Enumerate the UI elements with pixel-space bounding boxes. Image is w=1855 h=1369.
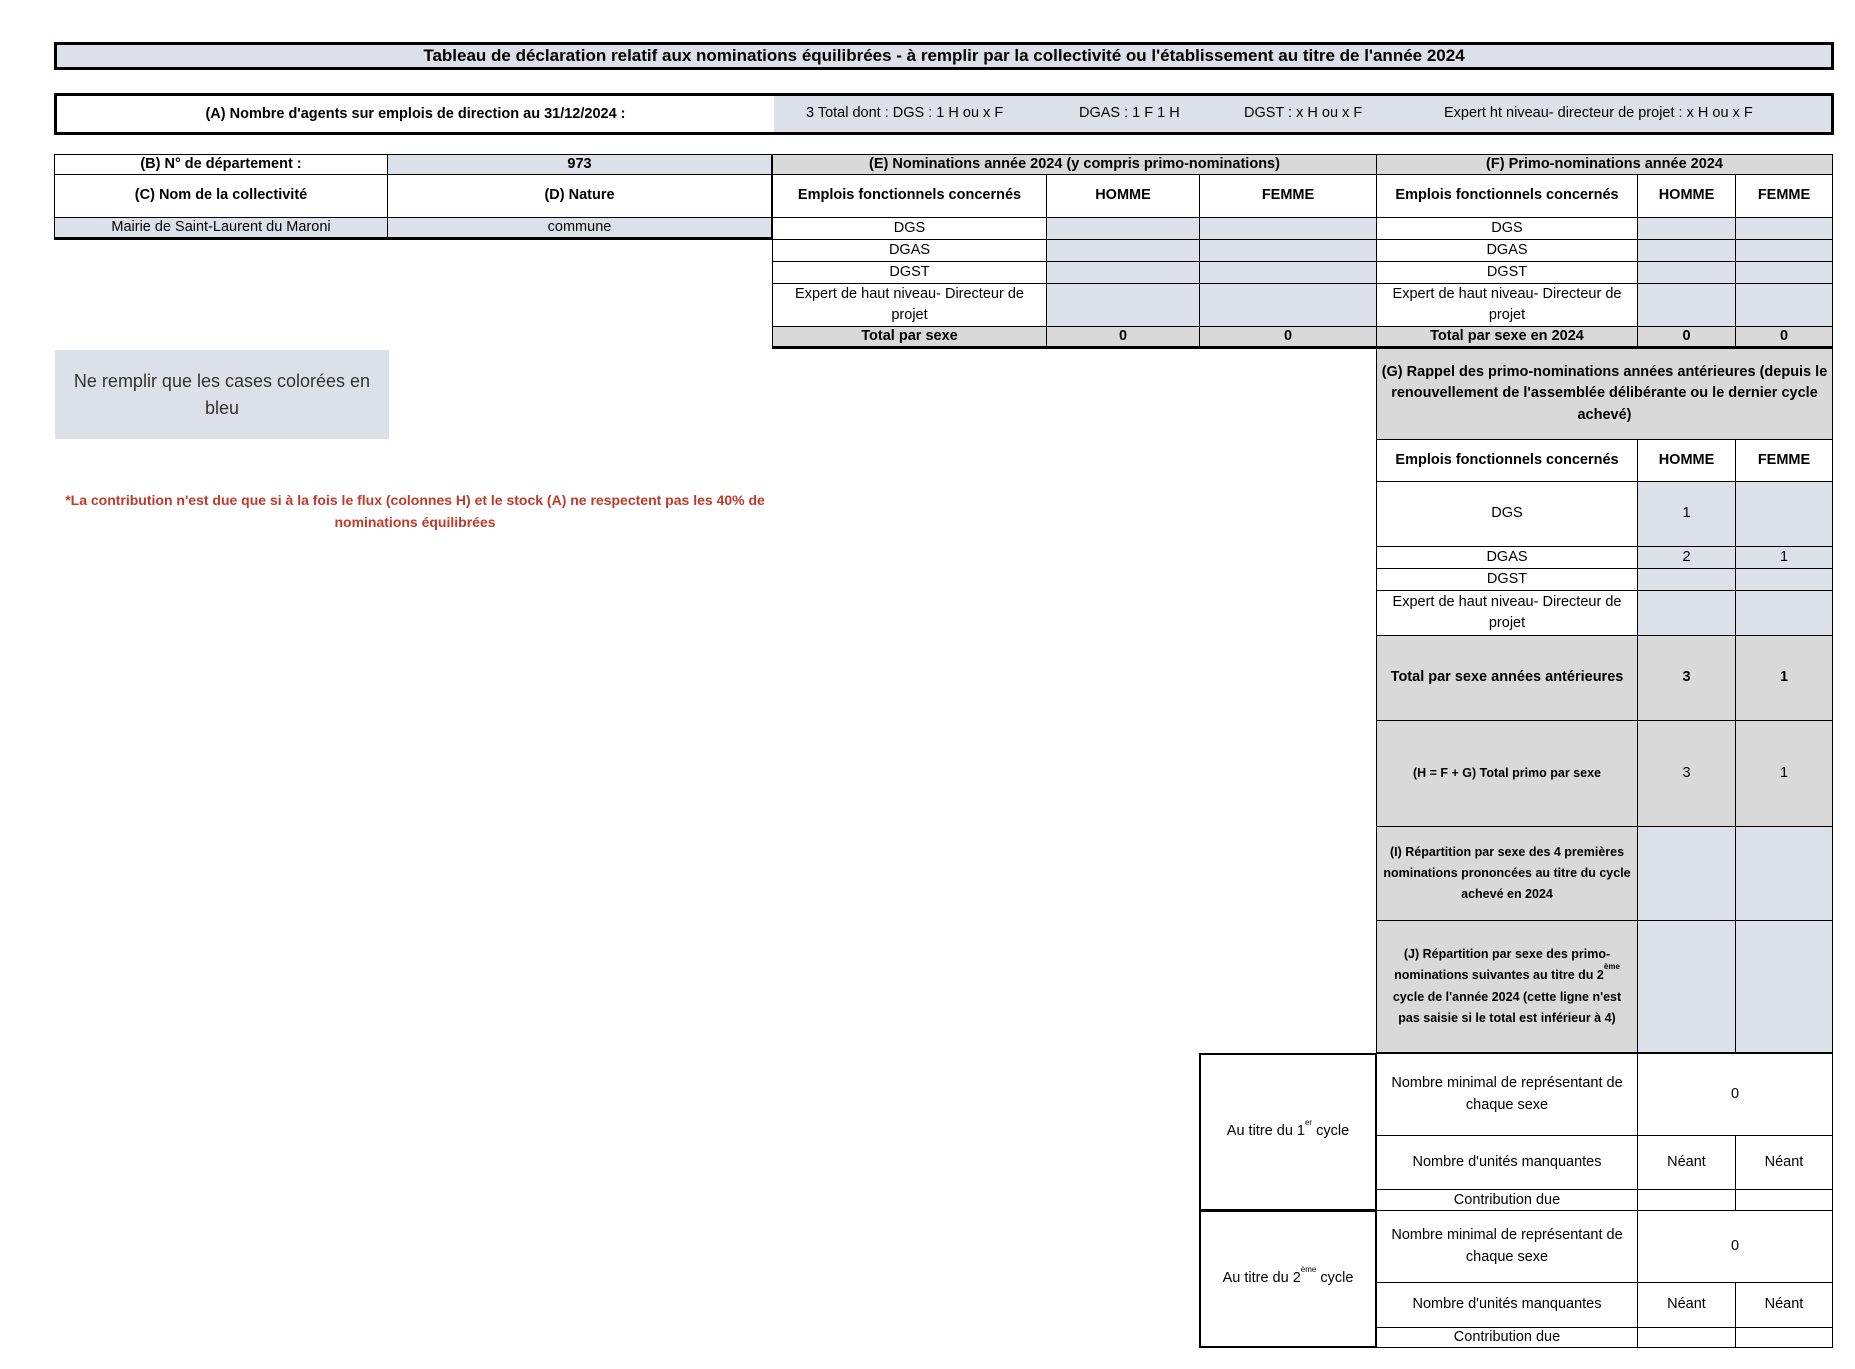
section-f-total-femme: 0 <box>1735 326 1833 349</box>
contribution-note: *La contribution n'est due que si à la fois le flux (colonnes H) et le stock (A) ne respectent pas les 40% de nominations équilibrées <box>65 492 765 530</box>
section-f-dgst-femme[interactable] <box>1735 261 1833 284</box>
cycle1-missing-label: Nombre d'unités manquantes <box>1376 1135 1638 1190</box>
section-g-dgs-homme[interactable]: 1 <box>1637 481 1736 547</box>
section-f-total-label: Total par sexe en 2024 <box>1376 326 1638 349</box>
section-g-col-emplois: Emplois fonctionnels concernés <box>1376 439 1638 482</box>
cycle2-contrib-femme <box>1735 1327 1833 1348</box>
section-f-dgs-homme[interactable] <box>1637 217 1736 240</box>
cycle2-min-label: Nombre minimal de représentant de chaque sexe <box>1376 1210 1638 1283</box>
section-g-row-dgst: DGST <box>1376 568 1638 591</box>
section-g-row-expert: Expert de haut niveau- Directeur de projet <box>1376 590 1638 636</box>
cycle2-contrib-label: Contribution due <box>1376 1327 1638 1348</box>
section-h-femme: 1 <box>1735 720 1833 827</box>
cycle1-contrib-homme <box>1637 1189 1736 1211</box>
section-g-row-dgs: DGS <box>1376 481 1638 547</box>
section-a-row <box>54 93 1834 135</box>
cycle2-missing-femme: Néant <box>1735 1282 1833 1328</box>
section-a-total: 3 Total dont : DGS : 1 H ou x F <box>806 105 1004 121</box>
page-title: Tableau de déclaration relatif aux nominations équilibrées - à remplir par la collectivité ou l'établissement au titre de l'année 2024 <box>54 42 1834 70</box>
section-e-total-femme: 0 <box>1199 326 1377 349</box>
cycle2-min-value: 0 <box>1637 1210 1833 1283</box>
section-e-dgs-homme[interactable] <box>1046 217 1200 240</box>
nature-value[interactable]: commune <box>387 217 772 240</box>
section-f-total-homme: 0 <box>1637 326 1736 349</box>
section-j-label: (J) Répartition par sexe des primo-nominations suivantes au titre du 2ème cycle de l'année 2024 (cette ligne n'est pas saisie si le total est inférieur à 4) <box>1376 920 1638 1054</box>
section-f-dgas-homme[interactable] <box>1637 239 1736 262</box>
cycle2-label: Au titre du 2ème cycle <box>1199 1210 1377 1348</box>
section-f-expert-homme[interactable] <box>1637 283 1736 327</box>
nature-label: (D) Nature <box>387 174 772 218</box>
section-e-row-dgs: DGS <box>772 217 1047 240</box>
section-e-row-dgas: DGAS <box>772 239 1047 262</box>
cycle2-contrib-homme <box>1637 1327 1736 1348</box>
section-g-total-homme: 3 <box>1637 635 1736 721</box>
section-e-dgst-homme[interactable] <box>1046 261 1200 284</box>
section-a-dgas: DGAS : 1 F 1 H <box>1079 105 1180 121</box>
section-g-dgst-femme[interactable] <box>1735 568 1833 591</box>
section-e-row-dgst: DGST <box>772 261 1047 284</box>
section-g-expert-homme[interactable] <box>1637 590 1736 636</box>
section-g-header: (G) Rappel des primo-nominations années antérieures (depuis le renouvellement de l'assemblée délibérante ou le dernier cycle achevé) <box>1376 348 1833 440</box>
cycle1-contrib-label: Contribution due <box>1376 1189 1638 1211</box>
cycle1-label: Au titre du 1er cycle <box>1199 1053 1377 1211</box>
cycle1-min-value: 0 <box>1637 1053 1833 1136</box>
section-f-row-expert: Expert de haut niveau- Directeur de projet <box>1376 283 1638 327</box>
section-i-label: (I) Répartition par sexe des 4 premières nominations prononcées au titre du cycle achevé en 2024 <box>1376 826 1638 921</box>
section-i-femme[interactable] <box>1735 826 1833 921</box>
section-f-dgas-femme[interactable] <box>1735 239 1833 262</box>
cycle1-contrib-femme <box>1735 1189 1833 1211</box>
section-f-row-dgas: DGAS <box>1376 239 1638 262</box>
section-g-total-label: Total par sexe années antérieures <box>1376 635 1638 721</box>
section-e-col-homme: HOMME <box>1046 174 1200 218</box>
section-e-expert-homme[interactable] <box>1046 283 1200 327</box>
section-e-dgas-femme[interactable] <box>1199 239 1377 262</box>
section-i-homme[interactable] <box>1637 826 1736 921</box>
section-g-row-dgas: DGAS <box>1376 546 1638 569</box>
cycle2-missing-label: Nombre d'unités manquantes <box>1376 1282 1638 1328</box>
section-e-dgst-femme[interactable] <box>1199 261 1377 284</box>
section-f-row-dgst: DGST <box>1376 261 1638 284</box>
cycle1-min-label: Nombre minimal de représentant de chaque sexe <box>1376 1053 1638 1136</box>
section-g-col-femme: FEMME <box>1735 439 1833 482</box>
section-f-dgst-homme[interactable] <box>1637 261 1736 284</box>
department-label: (B) N° de département : <box>54 154 388 175</box>
cycle1-missing-homme: Néant <box>1637 1135 1736 1190</box>
section-e-col-femme: FEMME <box>1199 174 1377 218</box>
cycle1-missing-femme: Néant <box>1735 1135 1833 1190</box>
section-g-dgas-femme[interactable]: 1 <box>1735 546 1833 569</box>
section-h-label: (H = F + G) Total primo par sexe <box>1376 720 1638 827</box>
section-e-col-emplois: Emplois fonctionnels concernés <box>772 174 1047 218</box>
section-f-header: (F) Primo-nominations année 2024 <box>1376 154 1833 175</box>
section-a-dgst: DGST : x H ou x F <box>1244 105 1363 121</box>
collectivite-value[interactable]: Mairie de Saint-Laurent du Maroni <box>54 217 388 240</box>
section-g-col-homme: HOMME <box>1637 439 1736 482</box>
section-f-expert-femme[interactable] <box>1735 283 1833 327</box>
section-j-femme[interactable] <box>1735 920 1833 1054</box>
section-g-total-femme: 1 <box>1735 635 1833 721</box>
section-f-col-homme: HOMME <box>1637 174 1736 218</box>
section-g-dgst-homme[interactable] <box>1637 568 1736 591</box>
section-f-row-dgs: DGS <box>1376 217 1638 240</box>
section-e-total-homme: 0 <box>1046 326 1200 349</box>
section-f-dgs-femme[interactable] <box>1735 217 1833 240</box>
section-j-homme[interactable] <box>1637 920 1736 1054</box>
section-a-label: (A) Nombre d'agents sur emplois de direction au 31/12/2024 : <box>205 106 626 122</box>
section-g-dgas-homme[interactable]: 2 <box>1637 546 1736 569</box>
collectivite-label: (C) Nom de la collectivité <box>54 174 388 218</box>
instruction-note: Ne remplir que les cases colorées en bleu <box>55 350 389 439</box>
section-a-values[interactable] <box>774 96 1831 132</box>
section-e-dgs-femme[interactable] <box>1199 217 1377 240</box>
section-e-dgas-homme[interactable] <box>1046 239 1200 262</box>
section-e-row-expert: Expert de haut niveau- Directeur de projet <box>772 283 1047 327</box>
section-h-homme: 3 <box>1637 720 1736 827</box>
cycle2-missing-homme: Néant <box>1637 1282 1736 1328</box>
section-f-col-emplois: Emplois fonctionnels concernés <box>1376 174 1638 218</box>
section-e-total-label: Total par sexe <box>772 326 1047 349</box>
section-e-header: (E) Nominations année 2024 (y compris primo-nominations) <box>772 154 1377 175</box>
section-g-dgs-femme[interactable] <box>1735 481 1833 547</box>
section-g-expert-femme[interactable] <box>1735 590 1833 636</box>
section-e-expert-femme[interactable] <box>1199 283 1377 327</box>
section-a-expert: Expert ht niveau- directeur de projet : x H ou x F <box>1444 105 1753 121</box>
section-f-col-femme: FEMME <box>1735 174 1833 218</box>
department-value[interactable]: 973 <box>387 154 772 175</box>
